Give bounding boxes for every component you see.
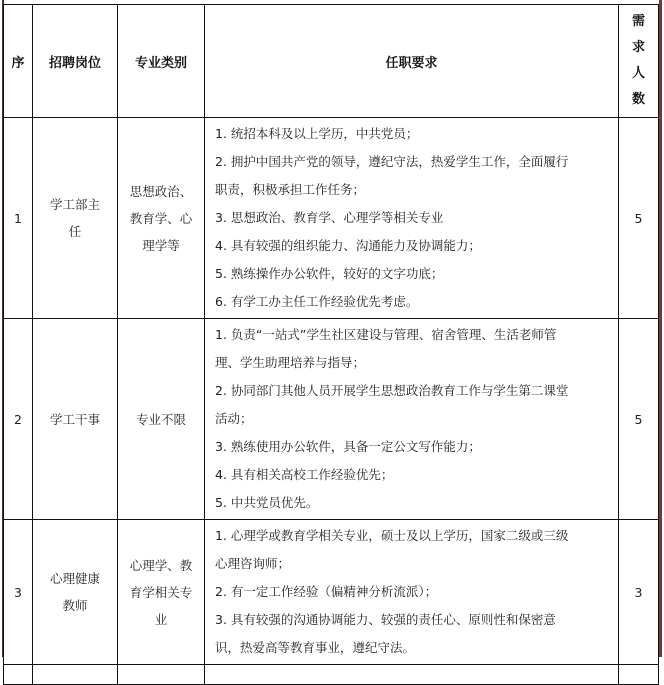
major-line: 专业不限 — [135, 411, 186, 427]
header-count-char: 数 — [631, 92, 645, 107]
row-position — [33, 520, 118, 665]
requirement-line: 5. 中共党员优先。 — [215, 495, 319, 510]
major-line: 育学相关专 — [129, 584, 193, 600]
row-requirements — [205, 118, 619, 319]
requirement-line: 2. 协同部门其他人员开展学生思想政治教育工作与学生第二课堂 — [215, 383, 569, 398]
row-count: 5 — [619, 118, 659, 319]
major-line: 思想政治、 — [129, 183, 193, 199]
header-requirements: 任职要求 — [205, 5, 619, 118]
header-count-char: 人 — [631, 66, 645, 81]
requirement-line: 4. 具有较强的组织能力、沟通能力及协调能力； — [215, 238, 481, 253]
page-right-edge — [659, 0, 662, 657]
table-row — [4, 319, 659, 520]
recruitment-table — [3, 4, 659, 685]
major-line: 心理学、教 — [129, 557, 193, 573]
table-header-row — [4, 5, 659, 118]
header-count-char: 求 — [631, 40, 645, 55]
row-requirements — [205, 319, 619, 520]
row-requirements — [205, 520, 619, 665]
requirement-line: 职责，积极承担工作任务； — [215, 182, 366, 197]
row-seq: 2 — [4, 319, 33, 520]
header-major: 专业类别 — [118, 5, 205, 118]
row-major — [118, 118, 205, 319]
header-count — [619, 5, 659, 118]
requirement-line: 1. 心理学或教育学相关专业，硕士及以上学历，国家二级或三级 — [215, 528, 569, 543]
requirement-line: 3. 具有较强的沟通协调能力、较强的责任心、原则性和保密意 — [215, 612, 556, 627]
requirement-line: 2. 拥护中国共产党的领导，遵纪守法，热爱学生工作，全面履行 — [215, 154, 569, 169]
position-line: 教师 — [62, 598, 88, 613]
requirement-line: 6. 有学工办主任工作经验优先考虑。 — [215, 294, 419, 309]
row-position — [33, 319, 118, 520]
empty-cell — [118, 665, 205, 685]
empty-cell — [619, 665, 659, 685]
requirement-line: 3. 熟练使用办公软件，具备一定公文写作能力； — [215, 439, 481, 454]
row-count: 3 — [619, 520, 659, 665]
requirement-line: 心理咨询师； — [215, 556, 291, 571]
row-seq: 3 — [4, 520, 33, 665]
position-line: 学工部主 — [49, 197, 100, 212]
position-line: 心理健康 — [49, 571, 100, 586]
empty-cell — [205, 665, 619, 685]
requirement-line: 理、学生助理培养与指导； — [215, 355, 366, 370]
row-count: 5 — [619, 319, 659, 520]
requirement-line: 1. 统招本科及以上学历，中共党员； — [215, 126, 419, 141]
header-count-char: 需 — [631, 14, 645, 29]
position-line: 学工干事 — [49, 411, 100, 427]
empty-cell — [33, 665, 118, 685]
row-major — [118, 319, 205, 520]
requirement-line: 识，热爱高等教育事业，遵纪守法。 — [215, 640, 416, 655]
requirement-line: 活动； — [215, 411, 253, 426]
row-position — [33, 118, 118, 319]
table-row — [4, 520, 659, 665]
header-seq: 序 — [4, 5, 33, 118]
requirement-line: 4. 具有相关高校工作经验优先； — [215, 467, 394, 482]
table-row-partial — [4, 665, 659, 685]
major-line: 教育学、心 — [129, 210, 193, 226]
major-line: 业 — [154, 611, 168, 627]
position-line: 任 — [68, 224, 82, 239]
row-seq: 1 — [4, 118, 33, 319]
major-line: 理学等 — [142, 237, 180, 253]
empty-cell — [4, 665, 33, 685]
table-row — [4, 118, 659, 319]
requirement-line: 3. 思想政治、教育学、心理学等相关专业 — [215, 210, 444, 225]
requirement-line: 2. 有一定工作经验（偏精神分析流派）； — [215, 584, 438, 599]
row-major — [118, 520, 205, 665]
requirement-line: 5. 熟练操作办公软件，较好的文字功底； — [215, 266, 444, 281]
header-position: 招聘岗位 — [33, 5, 118, 118]
requirement-line: 1. 负责“一站式”学生社区建设与管理、宿舍管理、生活老师管 — [215, 327, 557, 342]
